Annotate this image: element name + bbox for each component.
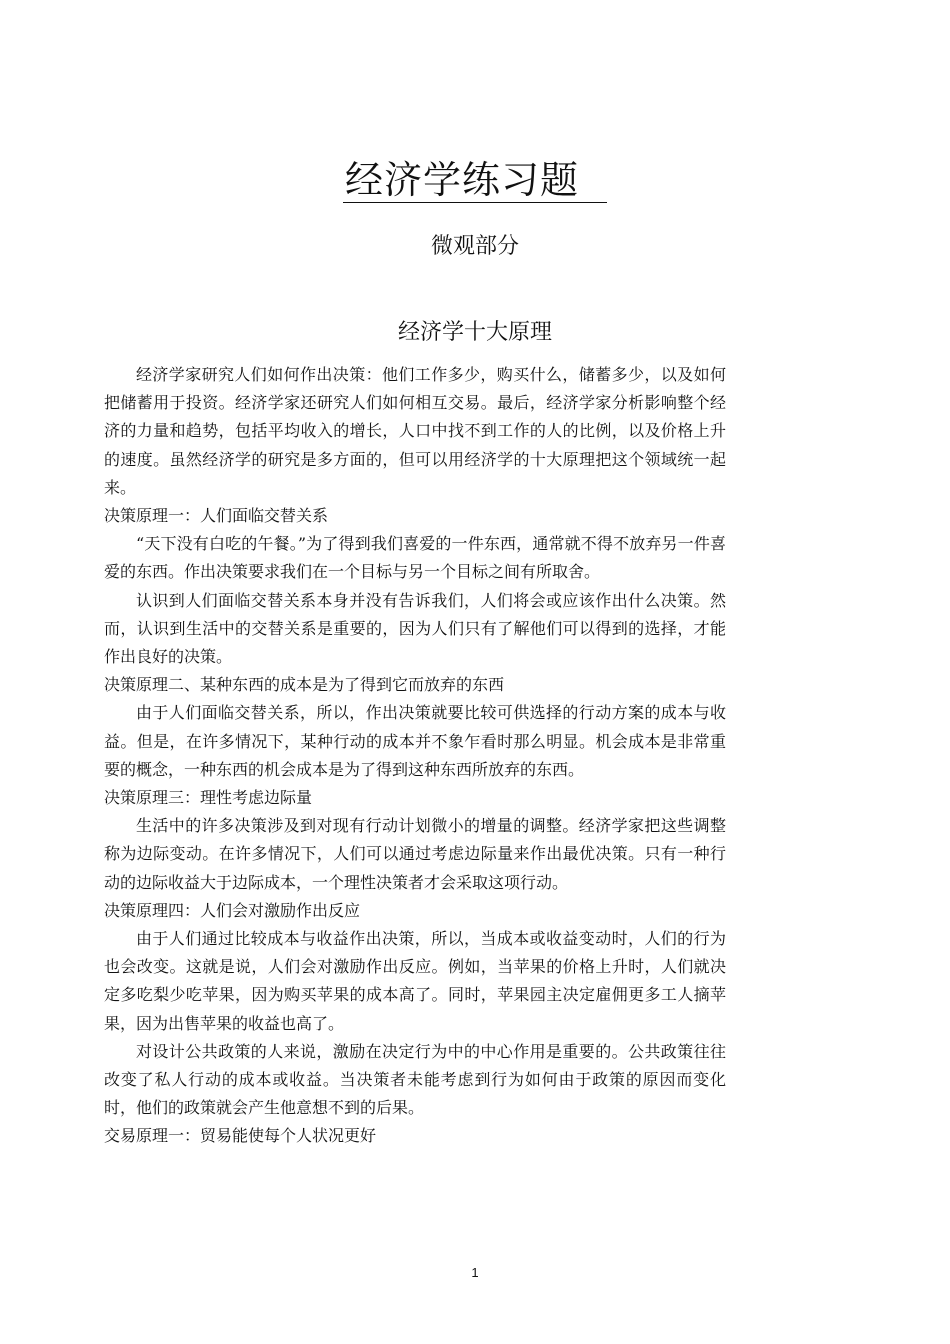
section-title: 经济学十大原理: [397, 320, 552, 345]
page-number: 1: [471, 1265, 479, 1280]
principle-heading-1: 决策原理一：人们面临交替关系: [104, 506, 329, 526]
body-paragraph: 认识到人们面临交替关系本身并没有告诉我们，人们将会或应该作出什么决策。然而，认识到生活中的交替关系是重要的，因为人们只有了解他们可以得到的选择，才能作出良好的决策。: [104, 590, 726, 667]
document-title-text: 经济学练习题: [343, 158, 607, 203]
body-paragraph: “天下没有白吃的午餐。”为了得到我们喜爱的一件东西，通常就不得不放弃另一件喜爱的东西。作出决策要求我们在一个目标与另一个目标之间有所取舍。: [104, 534, 726, 582]
principle-heading-2: 决策原理二、某种东西的成本是为了得到它而放弃的东西: [104, 675, 505, 695]
intro-paragraph: 经济学家研究人们如何作出决策：他们工作多少，购买什么，储蓄多少，以及如何把储蓄用于投资。经济学家还研究人们如何相互交易。最后，经济学家分析影响整个经济的力量和趋势，包括平均收入的增长，人口中找不到工作的人的比例，以及价格上升的速度。虽然经济学的研究是多方面的，但可以用经济学的十大原理把这个领域统一起来。: [104, 365, 726, 497]
body-paragraph: 生活中的许多决策涉及到对现有行动计划微小的增量的调整。经济学家把这些调整称为边际变动。在许多情况下，人们可以通过考虑边际量来作出最优决策。只有一种行动的边际收益大于边际成本，一个理性决策者才会采取这项行动。: [104, 816, 726, 892]
body-paragraph: 由于人们面临交替关系，所以，作出决策就要比较可供选择的行动方案的成本与收益。但是，在许多情况下，某种行动的成本并不象乍看时那么明显。机会成本是非常重要的概念，一种东西的机会成本是为了得到这种东西所放弃的东西。: [104, 703, 726, 779]
trade-principle-heading-1: 交易原理一：贸易能使每个人状况更好: [104, 1126, 377, 1146]
body-paragraph: 由于人们通过比较成本与收益作出决策，所以，当成本或收益变动时，人们的行为也会改变。这就是说，人们会对激励作出反应。例如，当苹果的价格上升时，人们就决定多吃梨少吃苹果，因为购买苹果的成本高了。同时，苹果园主决定雇佣更多工人摘苹果，因为出售苹果的收益也高了。: [104, 929, 726, 1033]
body-paragraph: 对设计公共政策的人来说，激励在决定行为中的中心作用是重要的。公共政策往往改变了私人行动的成本或收益。当决策者未能考虑到行为如何由于政策的原因而变化时，他们的政策就会产生他意想不到的后果。: [104, 1041, 726, 1118]
document-body: [104, 361, 726, 1151]
principle-heading-4: 决策原理四：人们会对激励作出反应: [104, 900, 361, 920]
document-subtitle: 微观部分: [430, 234, 519, 259]
document-title: [0, 152, 950, 208]
principle-heading-3: 决策原理三：理性考虑边际量: [104, 788, 313, 808]
